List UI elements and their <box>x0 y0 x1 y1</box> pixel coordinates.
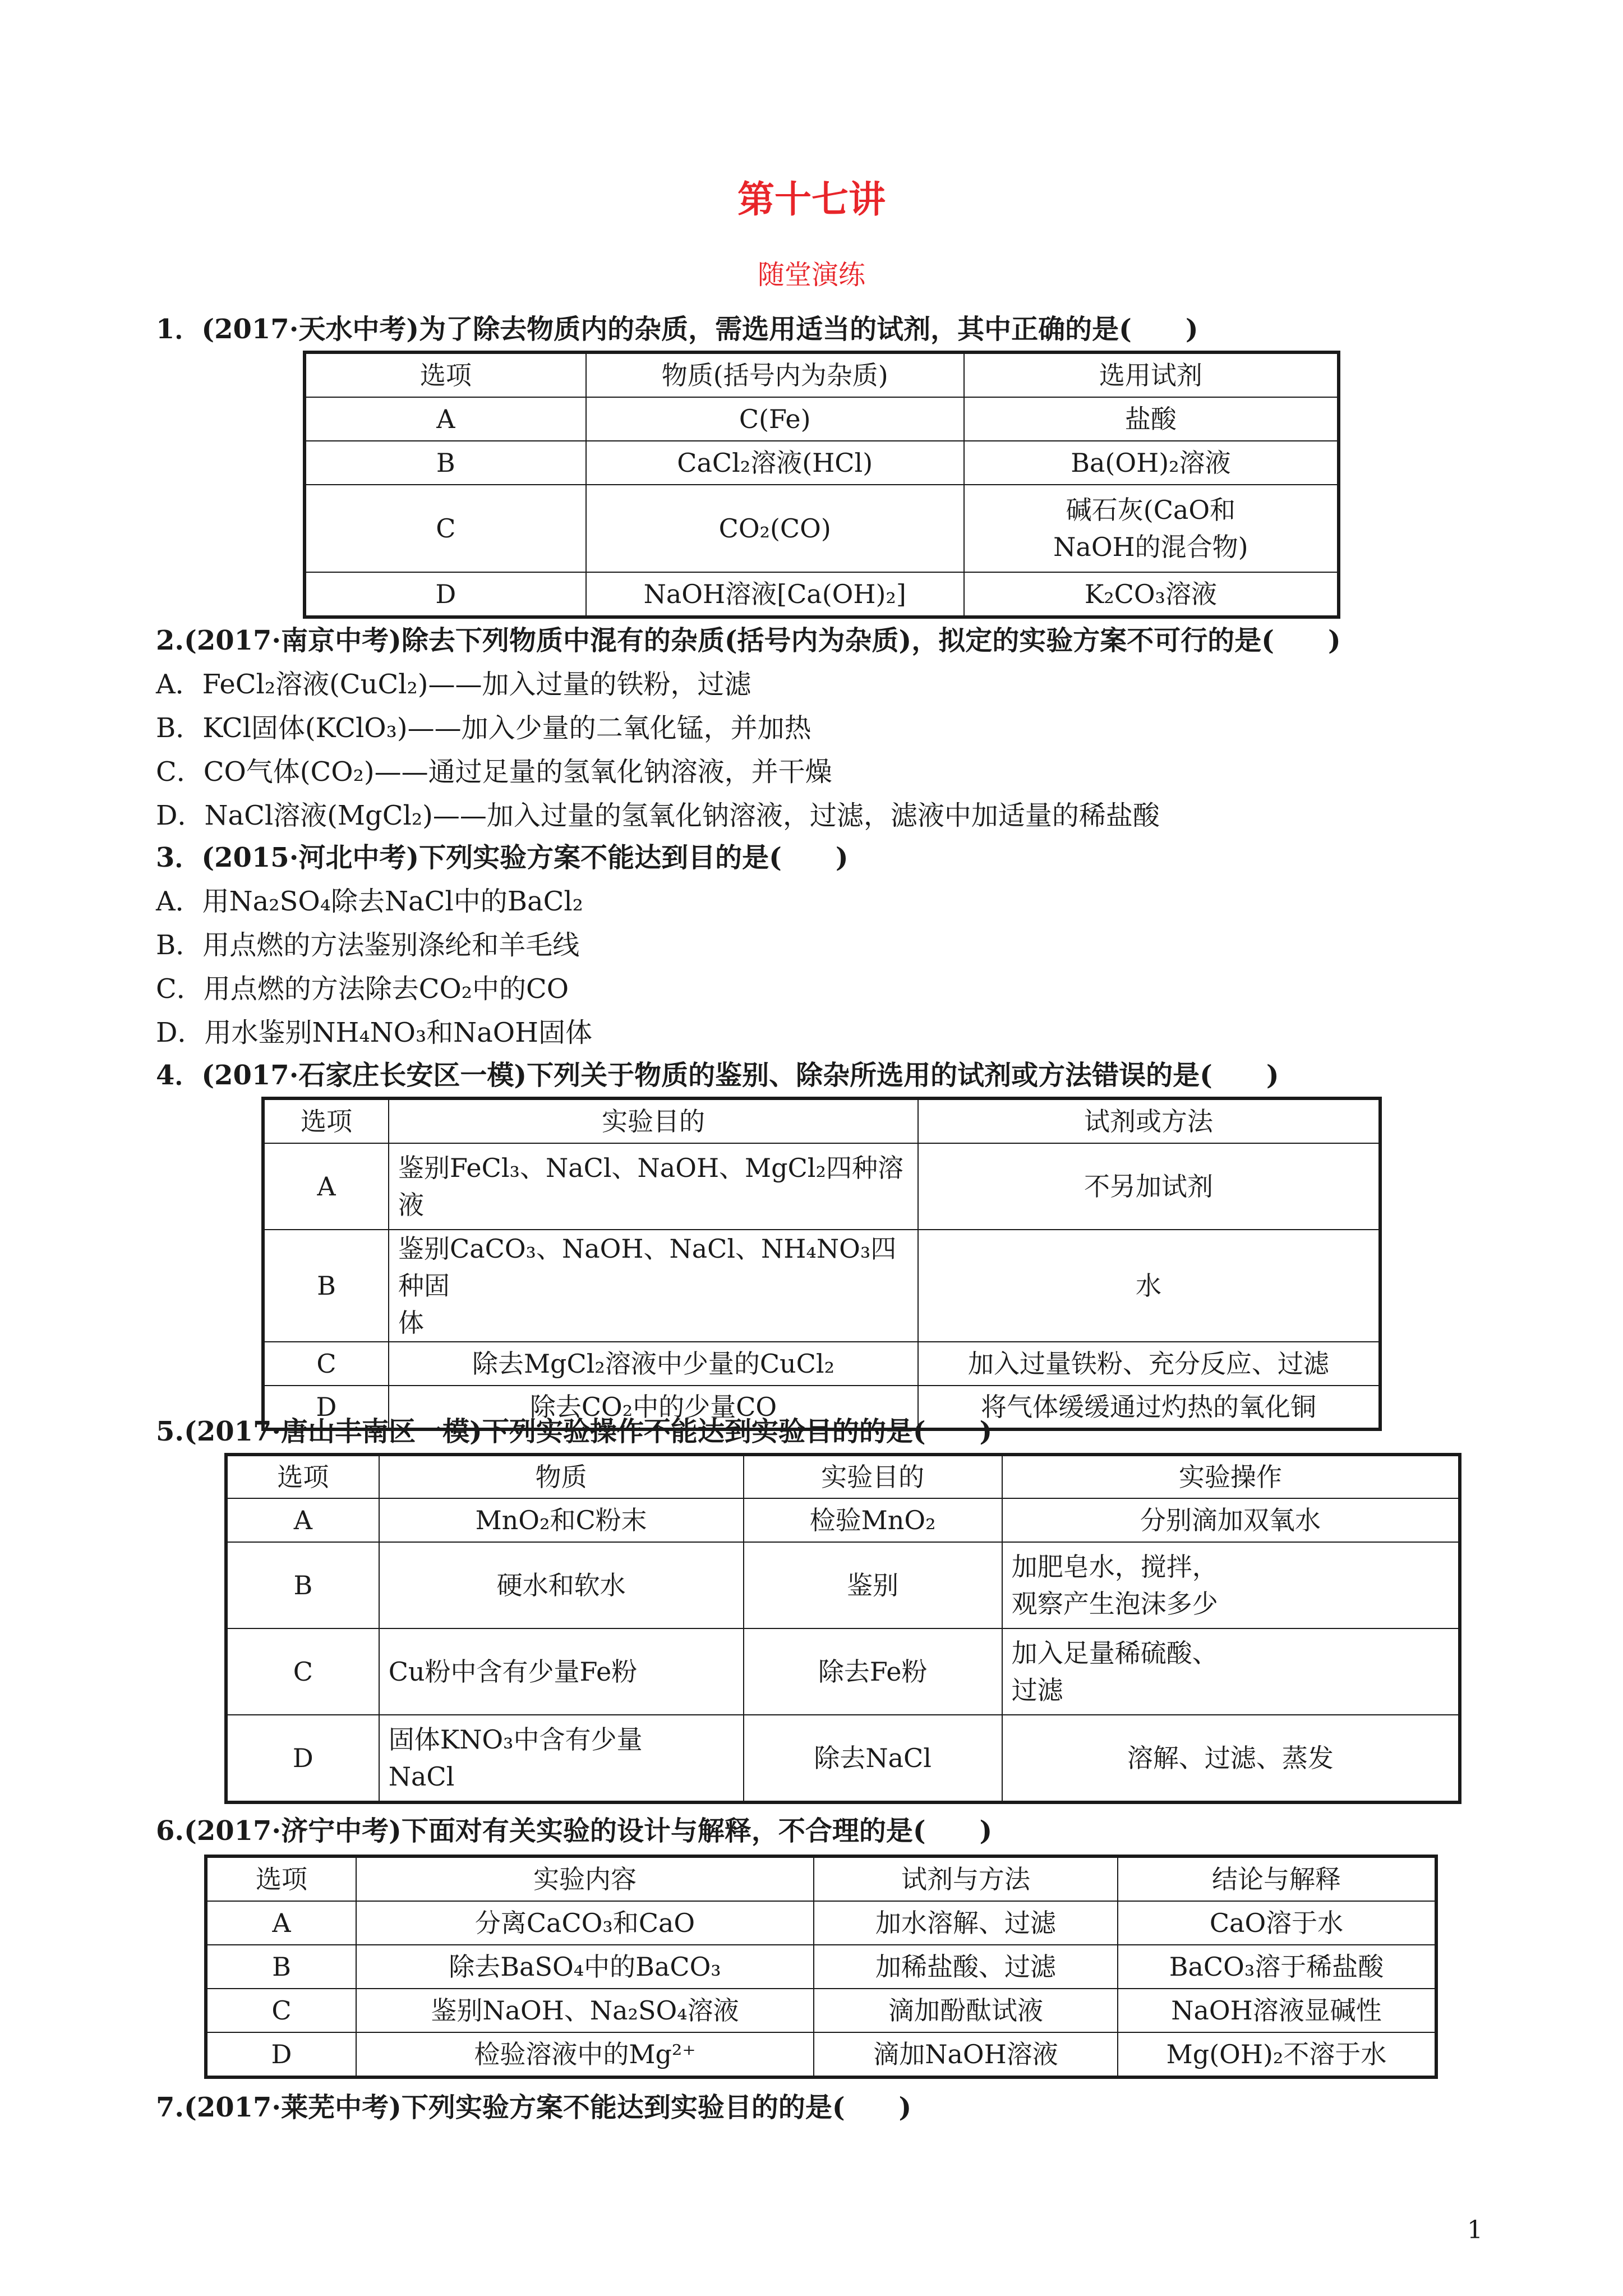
q1-row-d-reagent: K₂CO₃溶液 <box>964 572 1339 617</box>
q5-row-c-substance: Cu粉中含有少量Fe粉 <box>379 1628 744 1715</box>
q5-row-b-substance: 硬水和软水 <box>379 1542 744 1628</box>
q1-header-reagent: 选用试剂 <box>964 352 1339 397</box>
question-2-option-d: D．NaCl溶液(MgCl₂)——加入过量的氢氧化钠溶液，过滤，滤液中加适量的稀盐酸 <box>156 800 1160 831</box>
question-6-table <box>204 1855 1438 2079</box>
q6-row-a-conclusion: CaO溶于水 <box>1118 1901 1436 1945</box>
q4-row-d-option: D <box>263 1386 389 1429</box>
question-3-option-a: A．用Na₂SO₄除去NaCl中的BaCl₂ <box>156 886 583 917</box>
q5-row-a-substance: MnO₂和C粉末 <box>379 1498 744 1542</box>
q4-row-c-option: C <box>263 1342 389 1386</box>
q6-header-conclusion: 结论与解释 <box>1118 1856 1436 1901</box>
question-7-stem: 7.(2017·莱芜中考)下列实验方案不能达到实验目的的是( ) <box>156 2092 912 2123</box>
q6-row-b-option: B <box>206 1945 356 1989</box>
q5-row-a-option: A <box>226 1498 379 1542</box>
question-3-option-c: C．用点燃的方法除去CO₂中的CO <box>156 973 569 1005</box>
question-1-stem: 1．(2017·天水中考)为了除去物质内的杂质，需选用适当的试剂，其中正确的是( ) <box>156 314 1198 345</box>
question-3-stem: 3．(2015·河北中考)下列实验方案不能达到目的是( ) <box>156 842 849 873</box>
q5-row-b-purpose: 鉴别 <box>744 1542 1002 1628</box>
q5-row-c-option: C <box>226 1628 379 1715</box>
q5-row-a-operation: 分别滴加双氧水 <box>1002 1498 1460 1542</box>
q5-row-a-purpose: 检验MnO₂ <box>744 1498 1002 1542</box>
question-4-stem: 4．(2017·石家庄长安区一模)下列关于物质的鉴别、除杂所选用的试剂或方法错误的是( ) <box>156 1060 1279 1091</box>
q6-row-a-content: 分离CaCO₃和CaO <box>356 1901 814 1945</box>
q6-row-d-content: 检验溶液中的Mg²⁺ <box>356 2032 814 2077</box>
q1-row-b-option: B <box>305 441 586 485</box>
q5-row-d-operation: 溶解、过滤、蒸发 <box>1002 1715 1460 1802</box>
q5-header-option: 选项 <box>226 1455 379 1498</box>
q6-row-d-option: D <box>206 2032 356 2077</box>
q5-row-c-purpose: 除去Fe粉 <box>744 1628 1002 1715</box>
q4-row-a-method: 不另加试剂 <box>918 1143 1380 1230</box>
q5-header-substance: 物质 <box>379 1455 744 1498</box>
question-2-option-a: A．FeCl₂溶液(CuCl₂)——加入过量的铁粉，过滤 <box>156 669 751 700</box>
q5-row-b-option: B <box>226 1542 379 1628</box>
q4-header-purpose: 实验目的 <box>389 1098 918 1143</box>
q5-header-operation: 实验操作 <box>1002 1455 1460 1498</box>
page-subtitle: 随堂演练 <box>757 259 865 291</box>
question-5-stem: 5.(2017·唐山丰南区一模)下列实验操作不能达到实验目的的是( ) <box>156 1416 993 1447</box>
page-number: 1 <box>1467 2216 1483 2244</box>
q4-row-d-method: 将气体缓缓通过灼热的氧化铜 <box>918 1386 1380 1429</box>
q1-header-substance: 物质(括号内为杂质) <box>586 352 964 397</box>
question-3-option-b: B．用点燃的方法鉴别涤纶和羊毛线 <box>156 930 580 961</box>
q6-row-b-method: 加稀盐酸、过滤 <box>814 1945 1118 1989</box>
q6-header-content: 实验内容 <box>356 1856 814 1901</box>
q5-row-d-purpose: 除去NaCl <box>744 1715 1002 1802</box>
q4-row-a-option: A <box>263 1143 389 1230</box>
q6-row-c-option: C <box>206 1989 356 2032</box>
q1-row-a-option: A <box>305 397 586 441</box>
q1-row-b-reagent: Ba(OH)₂溶液 <box>964 441 1339 485</box>
q1-header-option: 选项 <box>305 352 586 397</box>
q1-row-b-substance: CaCl₂溶液(HCl) <box>586 441 964 485</box>
question-3-option-d: D．用水鉴别NH₄NO₃和NaOH固体 <box>156 1017 593 1048</box>
q6-row-d-method: 滴加NaOH溶液 <box>814 2032 1118 2077</box>
q6-header-method: 试剂与方法 <box>814 1856 1118 1901</box>
q6-row-c-conclusion: NaOH溶液显碱性 <box>1118 1989 1436 2032</box>
q4-header-option: 选项 <box>263 1098 389 1143</box>
q5-row-c-operation: 加入足量稀硫酸、 过滤 <box>1002 1628 1460 1715</box>
q6-header-option: 选项 <box>206 1856 356 1901</box>
q6-row-a-method: 加水溶解、过滤 <box>814 1901 1118 1945</box>
q6-row-b-content: 除去BaSO₄中的BaCO₃ <box>356 1945 814 1989</box>
q4-row-d-purpose: 除去CO₂中的少量CO <box>389 1386 918 1429</box>
question-1-table <box>303 351 1340 619</box>
question-4-table <box>261 1097 1382 1431</box>
q4-row-c-purpose: 除去MgCl₂溶液中少量的CuCl₂ <box>389 1342 918 1386</box>
q6-row-b-conclusion: BaCO₃溶于稀盐酸 <box>1118 1945 1436 1989</box>
q6-row-d-conclusion: Mg(OH)₂不溶于水 <box>1118 2032 1436 2077</box>
q1-row-d-option: D <box>305 572 586 617</box>
q4-row-b-method: 水 <box>918 1230 1380 1342</box>
q5-row-b-operation: 加肥皂水，搅拌， 观察产生泡沫多少 <box>1002 1542 1460 1628</box>
question-2-stem: 2.(2017·南京中考)除去下列物质中混有的杂质(括号内为杂质)，拟定的实验方案不可行的是( ) <box>156 625 1341 656</box>
q4-header-method: 试剂或方法 <box>918 1098 1380 1143</box>
q6-row-c-content: 鉴别NaOH、Na₂SO₄溶液 <box>356 1989 814 2032</box>
q6-row-c-method: 滴加酚酞试液 <box>814 1989 1118 2032</box>
q4-row-c-method: 加入过量铁粉、充分反应、过滤 <box>918 1342 1380 1386</box>
q4-row-a-purpose: 鉴别FeCl₃、NaCl、NaOH、MgCl₂四种溶 液 <box>389 1143 918 1230</box>
q4-row-b-purpose: 鉴别CaCO₃、NaOH、NaCl、NH₄NO₃四种固 体 <box>389 1230 918 1342</box>
q1-row-a-substance: C(Fe) <box>586 397 964 441</box>
page-title: 第十七讲 <box>737 177 886 221</box>
question-2-option-c: C．CO气体(CO₂)——通过足量的氢氧化钠溶液，并干燥 <box>156 756 832 788</box>
q1-row-c-option: C <box>305 485 586 572</box>
q1-row-c-substance: CO₂(CO) <box>586 485 964 572</box>
q5-row-d-option: D <box>226 1715 379 1802</box>
question-5-table <box>224 1453 1461 1804</box>
q1-row-a-reagent: 盐酸 <box>964 397 1339 441</box>
q4-row-b-option: B <box>263 1230 389 1342</box>
question-6-stem: 6.(2017·济宁中考)下面对有关实验的设计与解释，不合理的是( ) <box>156 1815 993 1847</box>
q1-row-c-reagent: 碱石灰(CaO和 NaOH的混合物) <box>964 485 1339 572</box>
q5-header-purpose: 实验目的 <box>744 1455 1002 1498</box>
q5-row-d-substance: 固体KNO₃中含有少量 NaCl <box>379 1715 744 1802</box>
q1-row-d-substance: NaOH溶液[Ca(OH)₂] <box>586 572 964 617</box>
q6-row-a-option: A <box>206 1901 356 1945</box>
question-2-option-b: B．KCl固体(KClO₃)——加入少量的二氧化锰，并加热 <box>156 712 811 744</box>
